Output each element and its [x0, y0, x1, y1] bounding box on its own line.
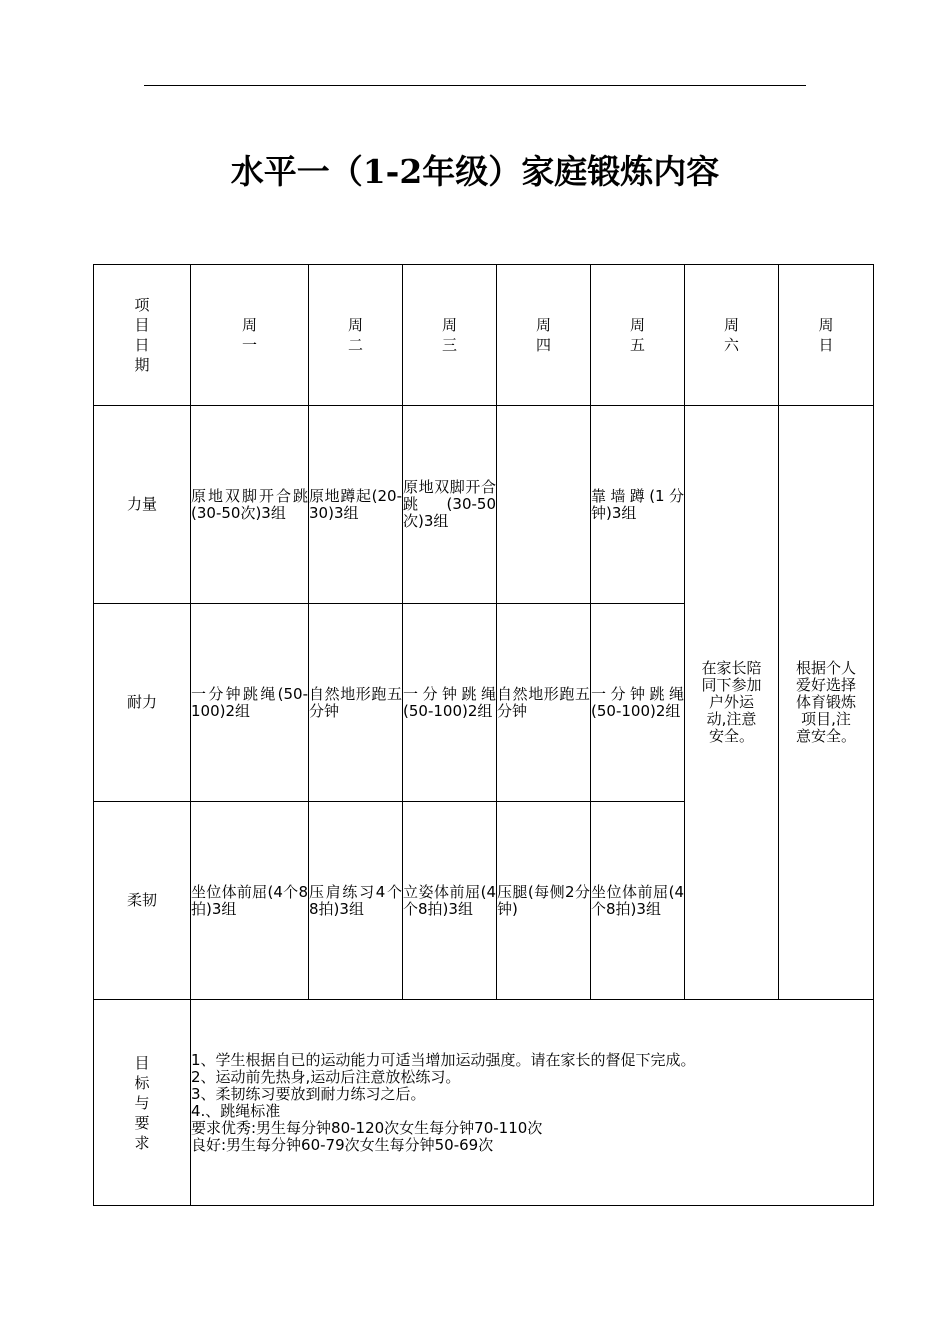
- day-header-wed: 周三: [403, 265, 497, 406]
- goals-content: [191, 1000, 874, 1206]
- day-header-fri: 周五: [591, 265, 685, 406]
- header-rule: [144, 85, 806, 86]
- sunday-note: 根据个人爱好选择体育锻炼项目,注意安全。: [779, 406, 874, 1000]
- strength-tue: 原地蹲起(20-30)3组: [309, 406, 403, 604]
- row-label-endurance: 耐力: [94, 604, 191, 802]
- saturday-note: 在家长陪同下参加户外运动,注意安全。: [685, 406, 779, 1000]
- flexibility-thu: 压腿(每侧2分钟): [497, 802, 591, 1000]
- goal-line: 1、学生根据自已的运动能力可适当增加运动强度。请在家长的督促下完成。: [191, 1050, 696, 1069]
- flexibility-fri: 坐位体前屈(4个8拍)3组: [591, 802, 685, 1000]
- strength-mon: 原地双脚开合跳(30-50次)3组: [191, 406, 309, 604]
- endurance-thu: 自然地形跑五分钟: [497, 604, 591, 802]
- flexibility-tue: 压肩练习4个8拍)3组: [309, 802, 403, 1000]
- flexibility-mon: 坐位体前屈(4个8拍)3组: [191, 802, 309, 1000]
- endurance-fri: 一分钟跳绳(50-100)2组: [591, 604, 685, 802]
- day-header-sun: 周日: [779, 265, 874, 406]
- strength-row: [94, 406, 874, 604]
- row-label-strength: 力量: [94, 406, 191, 604]
- day-header-thu: 周四: [497, 265, 591, 406]
- day-header-mon: 周一: [191, 265, 309, 406]
- goals-label: 目标与要求: [94, 1000, 191, 1206]
- endurance-tue: 自然地形跑五分钟: [309, 604, 403, 802]
- strength-wed: 原地双脚开合跳(30-50次)3组: [403, 406, 497, 604]
- goal-line: 3、柔韧练习要放到耐力练习之后。: [191, 1084, 426, 1103]
- goals-row: [94, 1000, 874, 1206]
- day-header-tue: 周二: [309, 265, 403, 406]
- flexibility-wed: 立姿体前屈(4个8拍)3组: [403, 802, 497, 1000]
- exercise-schedule-table: [93, 264, 874, 1206]
- goal-line: 良好:男生每分钟60-79次女生每分钟50-69次: [191, 1135, 494, 1154]
- goal-line: 要求优秀:男生每分钟80-120次女生每分钟70-110次: [191, 1118, 543, 1137]
- endurance-mon: 一分钟跳绳(50-100)2组: [191, 604, 309, 802]
- strength-fri: 靠墙蹲(1分钟)3组: [591, 406, 685, 604]
- goal-line: 2、运动前先热身,运动后注意放松练习。: [191, 1067, 461, 1086]
- endurance-wed: 一分钟跳绳(50-100)2组: [403, 604, 497, 802]
- goal-line: 4.、跳绳标准: [191, 1101, 281, 1120]
- row-label-flexibility: 柔韧: [94, 802, 191, 1000]
- day-header-sat: 周六: [685, 265, 779, 406]
- strength-thu: [497, 406, 591, 604]
- page-title: 水平一（1-2年级）家庭锻炼内容: [230, 152, 720, 191]
- corner-header: 项目日期: [94, 265, 191, 406]
- header-row: [94, 265, 874, 406]
